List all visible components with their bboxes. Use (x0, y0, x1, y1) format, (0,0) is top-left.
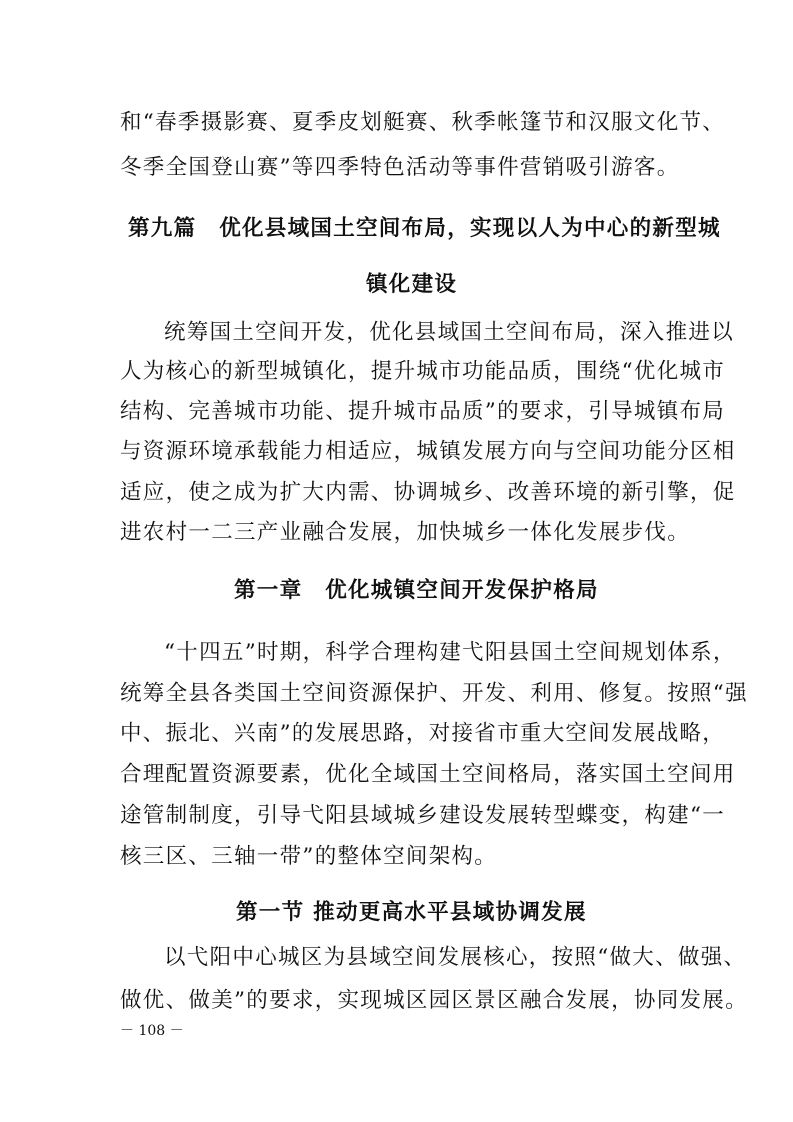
chapter-intro-line-5: 途管制制度，引导弋阳县域城乡建设发展转型蝶变，构建“一 (120, 803, 726, 828)
part-intro-line-3: 结构、完善城市功能、提升城市品质”的要求，引导城镇布局 (120, 399, 726, 424)
continuation-line-1: 和“春季摄影赛、夏季皮划艇赛、秋季帐篷节和汉服文化节、 (120, 110, 726, 135)
chapter-intro-line-4: 合理配置资源要素，优化全域国土空间格局，落实国土空间用 (120, 762, 736, 787)
part-heading-line-1: 第九篇 优化县域国土空间布局，实现以人为中心的新型城 (128, 216, 721, 241)
part-intro-line-5: 适应，使之成为扩大内需、协调城乡、改善环境的新引擎，促 (120, 480, 736, 505)
part-heading-line-2: 镇化建设 (366, 272, 458, 297)
chapter-intro-line-6: 核三区、三轴一带”的整体空间架构。 (120, 844, 498, 869)
page-number: － 108 － (120, 1023, 184, 1039)
section-intro-line-2: 做优、做美”的要求，实现城区园区景区融合发展，协同发展。 (120, 988, 748, 1013)
part-intro-line-1: 统筹国土空间开发，优化县域国土空间布局，深入推进以 (164, 320, 735, 345)
part-intro-line-4: 与资源环境承载能力相适应，城镇发展方向与空间功能分区相 (120, 439, 736, 464)
part-intro-line-6: 进农村一二三产业融合发展，加快城乡一体化发展步伐。 (120, 520, 691, 545)
section-intro-line-1: 以弋阳中心城区为县域空间发展核心，按照“做大、做强、 (164, 945, 747, 970)
chapter-intro-line-1: “十四五”时期，科学合理构建弋阳县国土空间规划体系， (164, 640, 736, 665)
chapter-intro-line-3: 中、振北、兴南”的发展思路，对接省市重大空间发展战略， (120, 721, 726, 746)
section-heading: 第一节 推动更高水平县域协调发展 (236, 900, 587, 925)
part-intro-line-2: 人为核心的新型城镇化，提升城市功能品质，围绕“优化城市 (120, 359, 726, 384)
continuation-line-2: 冬季全国登山赛”等四季特色活动等事件营销吸引游客。 (120, 155, 680, 180)
chapter-intro-line-2: 统筹全县各类国土空间资源保护、开发、利用、修复。按照“强 (120, 681, 748, 706)
chapter-heading: 第一章 优化城镇空间开发保护格局 (234, 578, 599, 603)
